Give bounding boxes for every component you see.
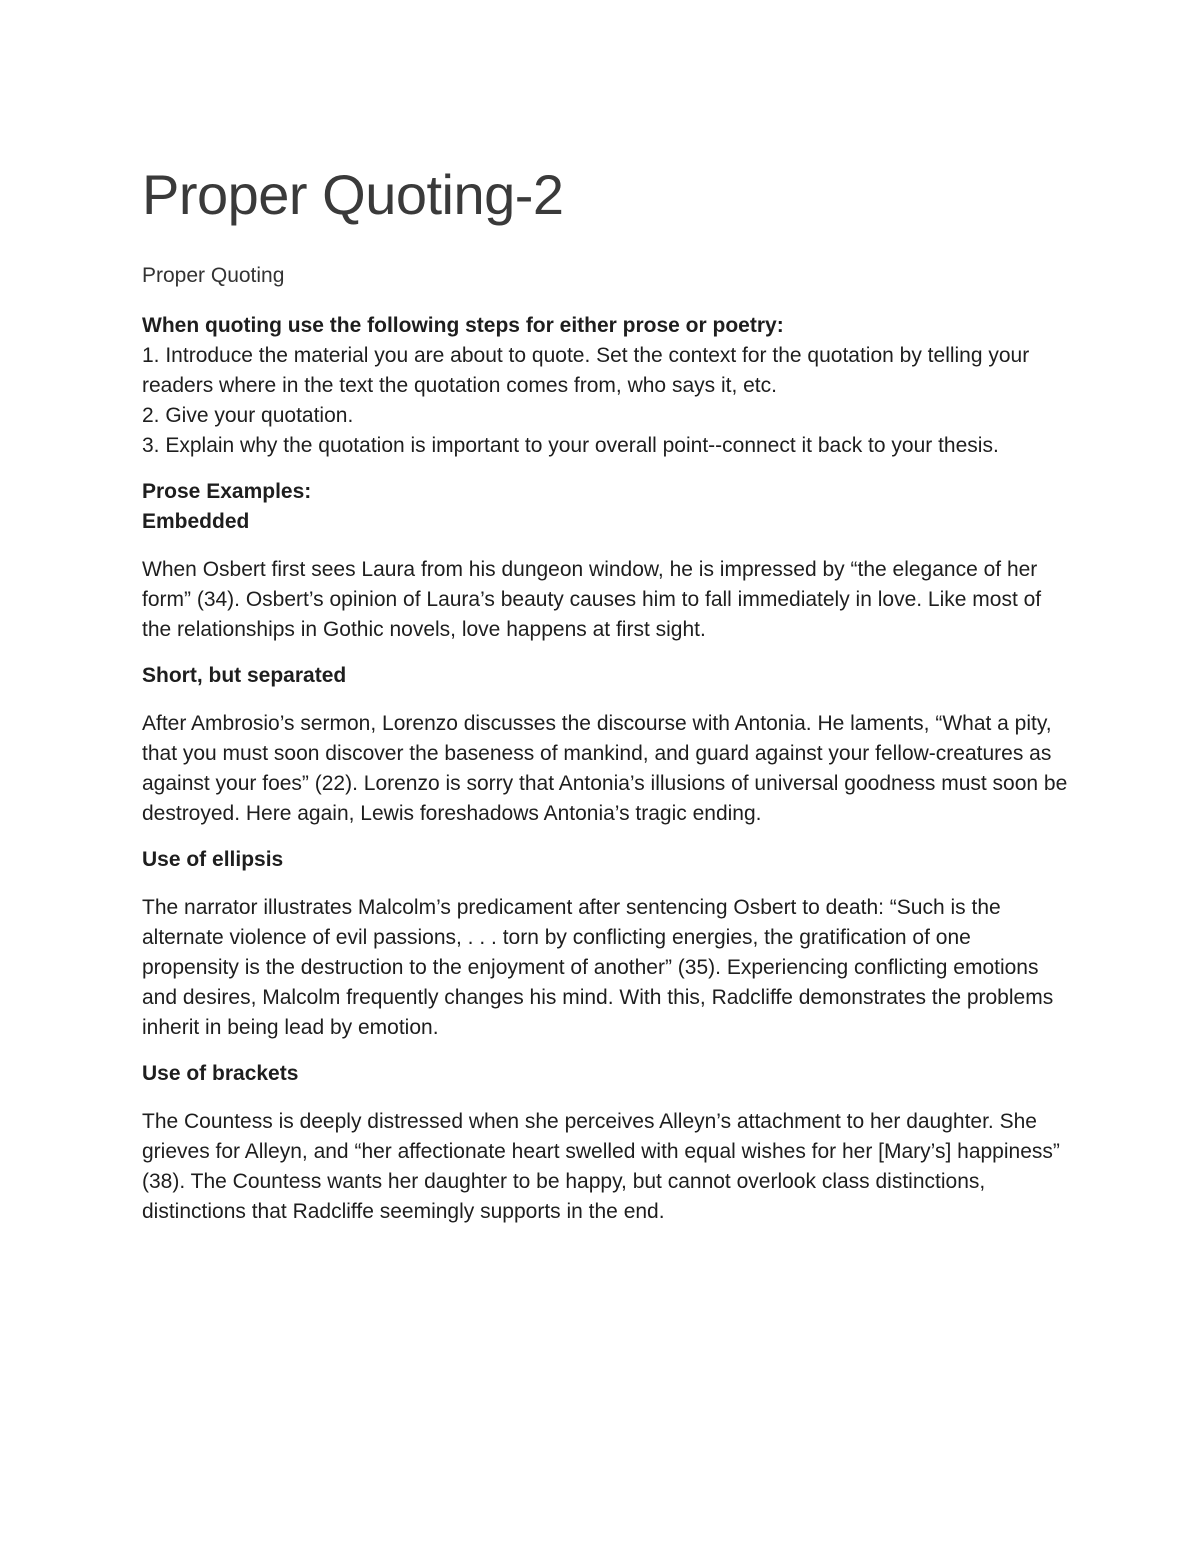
example-paragraph-brackets: The Countess is deeply distressed when she perceives Alleyn’s attachment to her daughter. She grieves for Alleyn, and “her affectionate heart swelled with equal wishes for her [Mary’s] happiness” (38). The Countess wants her daughter to be happy, but cannot overlook class distinctions, distinctions that Radcliffe seemingly supports in the end.	[142, 1110, 1060, 1224]
page-title: Proper Quoting-2	[142, 163, 564, 226]
example-paragraph-short-separated: After Ambrosio’s sermon, Lorenzo discusses the discourse with Antonia. He laments, “What a pity, that you must soon discover the baseness of mankind, and guard against your fellow-creatures as against your foes” (22). Lorenzo is sorry that Antonia’s illusions of universal goodness must soon be destroyed. Here again, Lewis foreshadows Antonia’s tragic ending.	[142, 712, 1068, 826]
steps-heading: When quoting use the following steps for either prose or poetry:	[142, 314, 784, 338]
step-item: 2. Give your quotation.	[142, 404, 354, 428]
prose-examples-heading: Prose Examples:	[142, 480, 312, 504]
section-heading-embedded: Embedded	[142, 510, 250, 534]
step-item: 1. Introduce the material you are about to quote. Set the context for the quotation by telling your readers where in the text the quotation comes from, who says it, etc.	[142, 344, 1030, 398]
example-paragraph-embedded: When Osbert first sees Laura from his dungeon window, he is impressed by “the elegance of her form” (34). Osbert’s opinion of Laura’s beauty causes him to fall immediately in love. Like most of the relationships in Gothic novels, love happens at first sight.	[142, 558, 1042, 642]
example-paragraph-ellipsis: The narrator illustrates Malcolm’s predicament after sentencing Osbert to death: “Such is the alternate violence of evil passions, . . . torn by conflicting energies, the gratification of one propensity is the destruction to the enjoyment of another” (35). Experiencing conflicting emotions and desires, Malcolm frequently changes his mind. With this, Radcliffe demonstrates the problems inherit in being lead by emotion.	[142, 896, 1054, 1040]
prose-examples	[142, 477, 1072, 1227]
quoting-steps	[142, 311, 1072, 461]
section-heading-short-separated: Short, but separated	[142, 664, 347, 688]
section-heading-ellipsis: Use of ellipsis	[142, 848, 284, 872]
step-item: 3. Explain why the quotation is important to your overall point--connect it back to your thesis.	[142, 434, 999, 458]
section-heading-brackets: Use of brackets	[142, 1062, 299, 1086]
document-subtitle: Proper Quoting	[142, 264, 285, 288]
document-page	[142, 163, 1072, 1243]
